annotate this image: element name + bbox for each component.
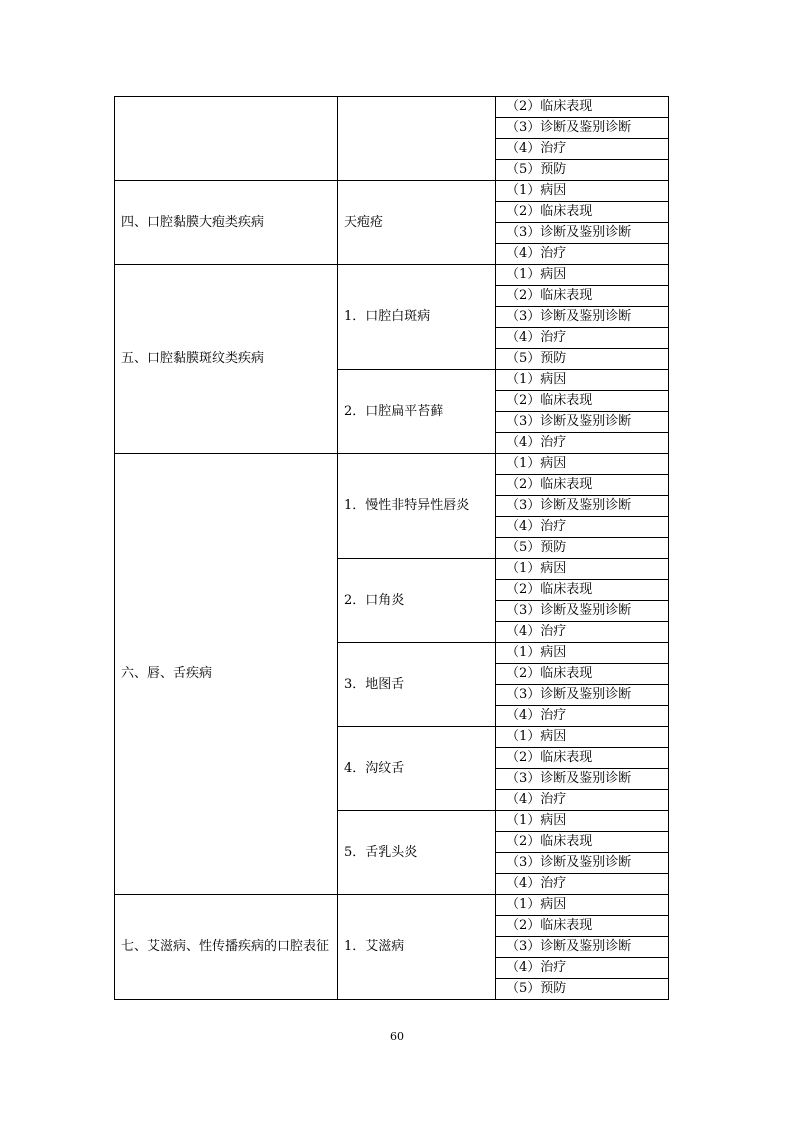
- item-cell: （1）病因: [496, 895, 669, 916]
- table-row: [115, 181, 669, 202]
- item-cell: （5）预防: [496, 349, 669, 370]
- item-cell: （2）临床表现: [496, 286, 669, 307]
- item-cell: （1）病因: [496, 643, 669, 664]
- item-cell: （2）临床表现: [496, 916, 669, 937]
- item-cell: （4）治疗: [496, 517, 669, 538]
- item-cell: （3）诊断及鉴别诊断: [496, 937, 669, 958]
- item-cell: （4）治疗: [496, 874, 669, 895]
- item-cell: （2）临床表现: [496, 202, 669, 223]
- item-cell: （5）预防: [496, 979, 669, 1000]
- topic-cell: 5．舌乳头炎: [338, 811, 496, 895]
- item-cell: （5）预防: [496, 160, 669, 181]
- table-row: [115, 265, 669, 286]
- item-cell: （4）治疗: [496, 433, 669, 454]
- item-cell: （4）治疗: [496, 622, 669, 643]
- item-cell: （1）病因: [496, 370, 669, 391]
- item-cell: （3）诊断及鉴别诊断: [496, 685, 669, 706]
- item-cell: （4）治疗: [496, 706, 669, 727]
- item-cell: （2）临床表现: [496, 97, 669, 118]
- item-cell: （1）病因: [496, 454, 669, 475]
- topic-cell: 1．口腔白斑病: [338, 265, 496, 370]
- topic-cell: 3．地图舌: [338, 643, 496, 727]
- table-row: [115, 454, 669, 475]
- item-cell: （1）病因: [496, 811, 669, 832]
- item-cell: （2）临床表现: [496, 475, 669, 496]
- page-number: 60: [390, 1030, 404, 1043]
- item-cell: （4）治疗: [496, 244, 669, 265]
- topic-cell: 天疱疮: [338, 181, 496, 265]
- topic-cell: 2．口角炎: [338, 559, 496, 643]
- item-cell: （4）治疗: [496, 790, 669, 811]
- table-row: [115, 97, 669, 118]
- topic-cell: 4．沟纹舌: [338, 727, 496, 811]
- item-cell: （5）预防: [496, 538, 669, 559]
- item-cell: （4）治疗: [496, 328, 669, 349]
- item-cell: （2）临床表现: [496, 664, 669, 685]
- topic-cell: 2．口腔扁平苔藓: [338, 370, 496, 454]
- syllabus-table: [114, 96, 669, 1000]
- unit-cell: 六、唇、舌疾病: [115, 454, 338, 895]
- item-cell: （2）临床表现: [496, 748, 669, 769]
- item-cell: （2）临床表现: [496, 391, 669, 412]
- item-cell: （3）诊断及鉴别诊断: [496, 223, 669, 244]
- item-cell: （3）诊断及鉴别诊断: [496, 601, 669, 622]
- item-cell: （1）病因: [496, 727, 669, 748]
- topic-cell: 1．慢性非特异性唇炎: [338, 454, 496, 559]
- item-cell: （2）临床表现: [496, 580, 669, 601]
- item-cell: （1）病因: [496, 181, 669, 202]
- item-cell: （4）治疗: [496, 958, 669, 979]
- table-row: [115, 895, 669, 916]
- unit-cell: [115, 97, 338, 181]
- topic-cell: [338, 97, 496, 181]
- item-cell: （3）诊断及鉴别诊断: [496, 769, 669, 790]
- item-cell: （3）诊断及鉴别诊断: [496, 118, 669, 139]
- unit-cell: 五、口腔黏膜斑纹类疾病: [115, 265, 338, 454]
- item-cell: （2）临床表现: [496, 832, 669, 853]
- unit-cell: 四、口腔黏膜大疱类疾病: [115, 181, 338, 265]
- item-cell: （1）病因: [496, 559, 669, 580]
- item-cell: （3）诊断及鉴别诊断: [496, 307, 669, 328]
- unit-cell: 七、艾滋病、性传播疾病的口腔表征: [115, 895, 338, 1000]
- topic-cell: 1．艾滋病: [338, 895, 496, 1000]
- item-cell: （3）诊断及鉴别诊断: [496, 496, 669, 517]
- item-cell: （1）病因: [496, 265, 669, 286]
- item-cell: （3）诊断及鉴别诊断: [496, 853, 669, 874]
- item-cell: （4）治疗: [496, 139, 669, 160]
- item-cell: （3）诊断及鉴别诊断: [496, 412, 669, 433]
- syllabus-table-body: [115, 97, 669, 1000]
